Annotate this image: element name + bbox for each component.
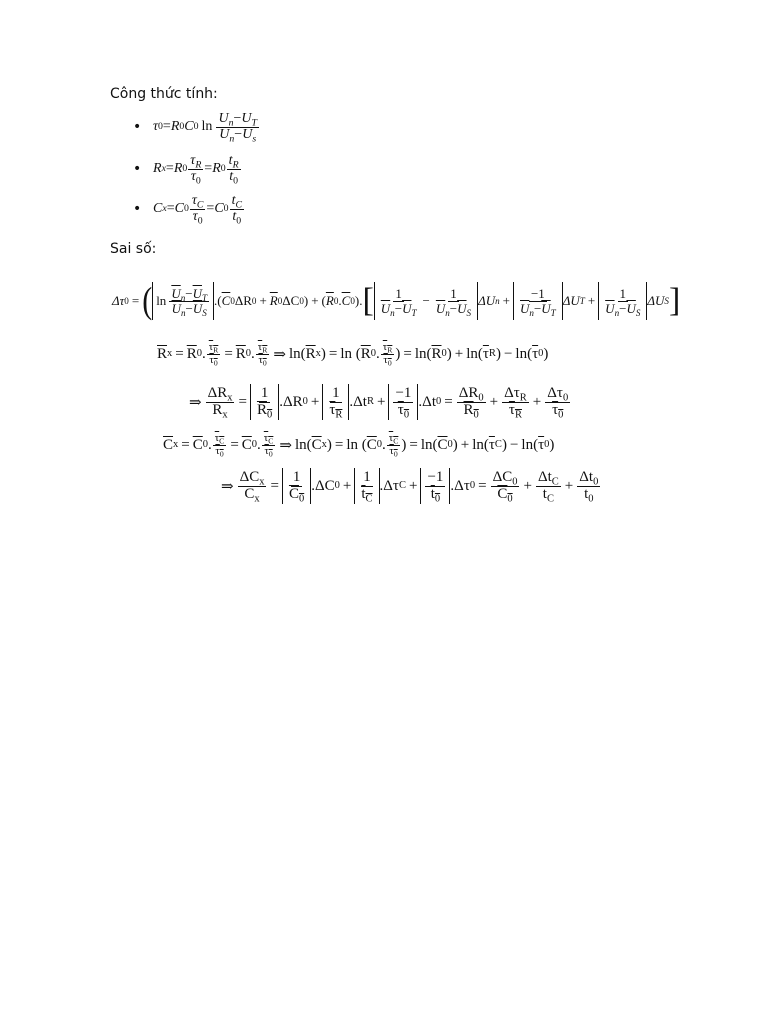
bullet-dot: • <box>133 201 142 218</box>
error-heading: Sai số: <box>110 241 157 257</box>
tau-symbol: τ <box>153 119 159 135</box>
bullet-dot: • <box>133 119 142 136</box>
formula-heading: Công thức tính: <box>110 86 218 102</box>
formula-rx: • R x = R 0 $\frac{\tau_R}{\tau_0}$ = R 0 $\frac{t_R}{t_0}$ <box>133 153 239 187</box>
rx-ln-equation: $\overline{R}$ x = $\overline{R}$ 0 . $\frac{\tau_R}{\tau_0}$ = $\overline{R}$ 0 . $\frac{\tau_R}{\tau_0}$ ⇒ ln ( $\overline{R}$ x ) = ln ( $\overline{R}$ 0 . $\frac{\tau_R}{\tau_0}$ ) = ln ( $\overline{R}$ 0 ) + ln ( $\overline{\tau}$ R ) − ln ( $\overline{\tau}$ 0 ) <box>157 341 549 368</box>
cx-relative-error: ⇒ $\frac{\Delta C_x}{C_x}$ = $\frac{1}{C_0}$ . ΔC 0 + $\frac{1}{t_C}$ . Δτ C + $\frac{-1}{t_0}$ . Δτ 0 = $\frac{\Delta C_0}{C_0}$ + $\frac{\Delta t_C}{t_C}$ + $\frac{\Delta t_0}{t_0}$ <box>221 468 599 505</box>
delta-tau0-equation: Δτ 0 = ( ln $\frac{\overline{U}_n-\overline{U}_T}{\overline{U}_n-\overline{U}_S}$ . ( $\overline{C}$ 0 ΔR 0 + $\overline{R}$ 0 ΔC 0 ) + ( $\overline{R}$ 0 . $\overline{C}$ 0 ) . [ $\frac{1}{\overline{U}_n-\overline{U}_T}$ − $\frac{1}{\overline{U}_n-\overline{U}_S}$ ΔU n + $\frac{-1}{\overline{U}_n-\overline{U}_T}$ ΔU T + $\frac{1}{\overline{U}_n-\overline{U}_S}$ ΔU S ] <box>112 279 681 321</box>
tau0-fraction: $\frac{U_n-U_T}{U_n-U_s}$ <box>218 111 257 145</box>
rx-relative-error: ⇒ $\frac{\Delta R_x}{R_x}$ = $\frac{1}{R_0}$ . ΔR 0 + $\frac{1}{\tau_R}$ . Δt R + $\frac{-1}{\tau_0}$ . Δt 0 = $\frac{\Delta R_0}{R_0}$ + $\frac{\Delta\tau_R}{\tau_R}$ + $\frac{\Delta\tau_0}{\tau_0}$ <box>189 384 569 421</box>
formula-cx: • C x = C 0 $\frac{\tau_C}{\tau_0}$ = C 0 $\frac{t_C}{t_0}$ <box>133 193 243 227</box>
bullet-dot: • <box>133 161 142 178</box>
formula-tau0: • τ 0 = R 0 C 0 ln $\frac{U_n-U_T}{U_n-U_s}$ <box>133 111 257 145</box>
cx-ln-equation: $\overline{C}$ x = $\overline{C}$ 0 . $\frac{\tau_C}{\tau_0}$ = $\overline{C}$ 0 . $\frac{\tau_C}{\tau_0}$ ⇒ ln ( $\overline{C}$ x ) = ln ( $\overline{C}$ 0 . $\frac{\tau_C}{\tau_0}$ ) = ln ( $\overline{C}$ 0 ) + ln ( $\overline{\tau}$ C ) − ln ( $\overline{\tau}$ 0 ) <box>163 432 555 459</box>
